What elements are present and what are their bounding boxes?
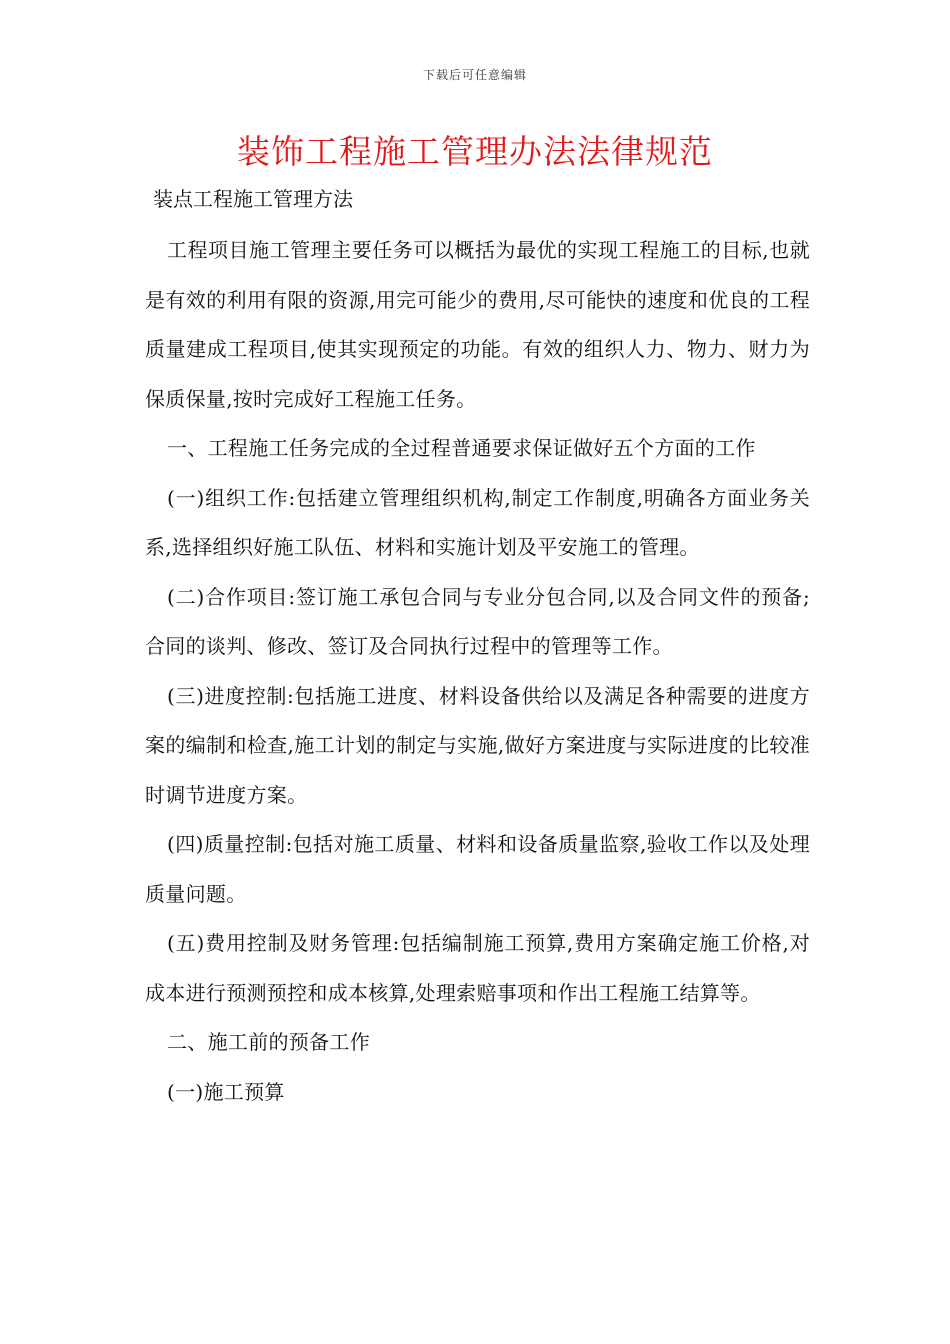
header-note: 下载后可任意编辑 (422, 68, 527, 82)
document-body (145, 226, 810, 1117)
paragraph-organization: (一)组织工作:包括建立管理组织机构,制定工作制度,明确各方面业务关系,选择组织好施工队伍、材料和实施计划及平安施工的管理。 (145, 485, 810, 559)
paragraph-contract: (二)合作项目:签订施工承包合同与专业分包合同,以及合同文件的预备;合同的谈判、修改、签订及合同执行过程中的管理等工作。 (145, 584, 810, 658)
paragraph-quality-control: (四)质量控制:包括对施工质量、材料和设备质量监察,验收工作以及处理质量问题。 (145, 832, 810, 906)
paragraph-cost-control: (五)费用控制及财务管理:包括编制施工预算,费用方案确定施工价格,对成本进行预测预控和成本核算,处理索赔事项和作出工程施工结算等。 (145, 931, 810, 1005)
paragraph-intro: 工程项目施工管理主要任务可以概括为最优的实现工程施工的目标,也就是有效的利用有限的资源,用完可能少的费用,尽可能快的速度和优良的工程质量建成工程项目,使其实现预定的功能。有效的组织人力、物力、财力为保质保量,按时完成好工程施工任务。 (145, 238, 810, 411)
paragraph-section-1-heading: 一、工程施工任务完成的全过程普通要求保证做好五个方面的工作 (167, 436, 756, 460)
document-title: 装饰工程施工管理办法法律规范 (237, 132, 713, 171)
paragraph-construction-budget: (一)施工预算 (167, 1079, 285, 1104)
paragraph-schedule-control: (三)进度控制:包括施工进度、材料设备供给以及满足各种需要的进度方案的编制和检查,施工计划的制定与实施,做好方案进度与实际进度的比较准时调节进度方案。 (145, 683, 810, 807)
paragraph-section-2-heading: 二、施工前的预备工作 (167, 1030, 370, 1054)
document-subtitle: 装点工程施工管理方法 (153, 187, 353, 211)
